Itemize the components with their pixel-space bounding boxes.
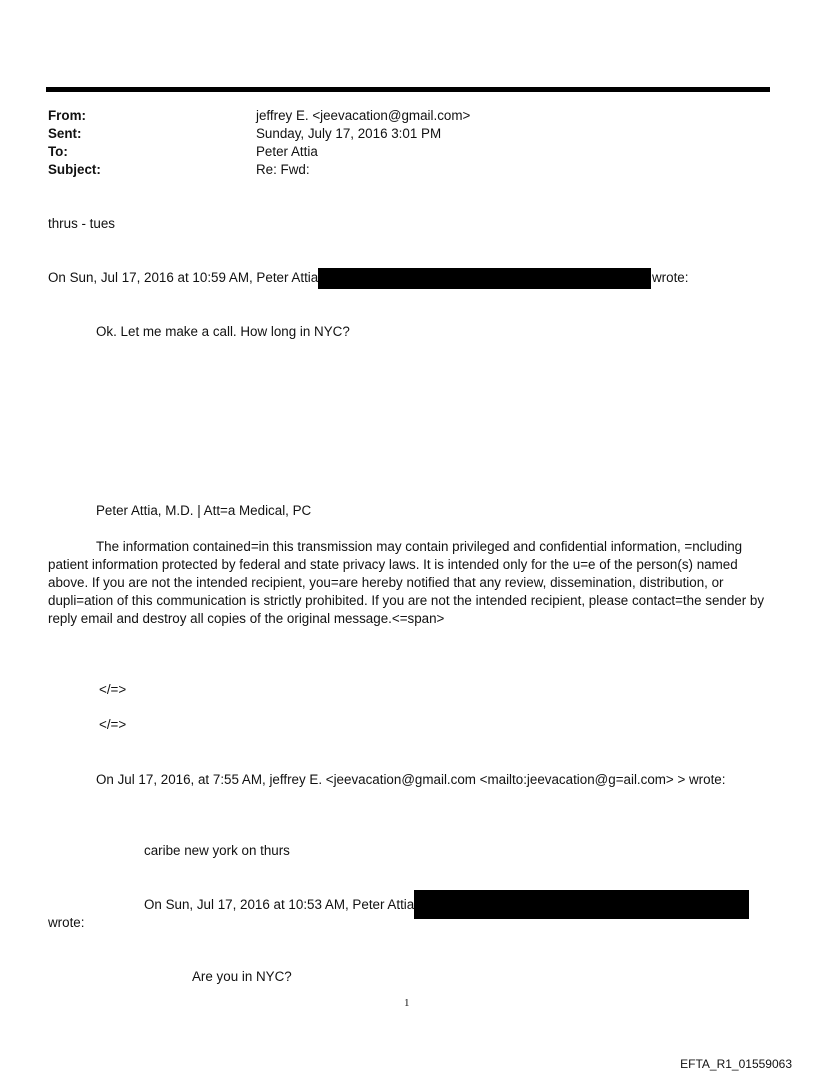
quote3-attribution: On Sun, Jul 17, 2016 at 10:53 AM, Peter Attia bbox=[144, 897, 415, 912]
message-2: caribe new york on thurs bbox=[144, 843, 290, 858]
message-3: Are you in NYC? bbox=[192, 969, 292, 984]
subject-label: Subject: bbox=[48, 162, 101, 177]
html-artifact-2: </=> bbox=[99, 717, 127, 732]
page-number: 1 bbox=[404, 997, 410, 1009]
redaction-block bbox=[414, 890, 749, 919]
sent-value: Sunday, July 17, 2016 3:01 PM bbox=[256, 126, 442, 141]
from-label: From: bbox=[48, 108, 86, 123]
disclaimer bbox=[48, 538, 770, 628]
document-id: EFTA_R1_01559063 bbox=[680, 1057, 792, 1071]
html-artifact-1: </=> bbox=[99, 682, 127, 697]
quote2-attribution: On Jul 17, 2016, at 7:55 AM, jeffrey E. <jeevacation@gmail.com <mailto:jeevacation@g=ail.com> > wrote: bbox=[96, 772, 726, 787]
disclaimer-text: The information contained=in this transmission may contain privileged and confidential information, =ncluding patient information protected by federal and state privacy laws. It is intended only for the u=e of the person(s) named above. If you are not the intended recipient, you=are hereby notified that any review, dissemination, distribution, or dupli=ation of this communication is strictly prohibited. If you are not the intended recipient, please contact=the sender by reply email and destroy all copies of the original message.<=span> bbox=[48, 539, 765, 626]
message-1: Ok. Let me make a call. How long in NYC? bbox=[96, 324, 350, 339]
to-label: To: bbox=[48, 144, 68, 159]
to-value: Peter Attia bbox=[256, 144, 318, 159]
quote1-wrote: wrote: bbox=[652, 270, 689, 285]
quote1-attribution: On Sun, Jul 17, 2016 at 10:59 AM, Peter Attia bbox=[48, 270, 319, 285]
reply-text: thrus - tues bbox=[48, 216, 115, 231]
subject-value: Re: Fwd: bbox=[256, 162, 310, 177]
header-rule bbox=[46, 87, 770, 92]
quote3-wrote: wrote: bbox=[48, 915, 85, 930]
redaction-block bbox=[318, 268, 651, 289]
from-value: jeffrey E. <jeevacation@gmail.com> bbox=[256, 108, 471, 123]
signature: Peter Attia, M.D. | Att=a Medical, PC bbox=[96, 503, 312, 518]
sent-label: Sent: bbox=[48, 126, 82, 141]
